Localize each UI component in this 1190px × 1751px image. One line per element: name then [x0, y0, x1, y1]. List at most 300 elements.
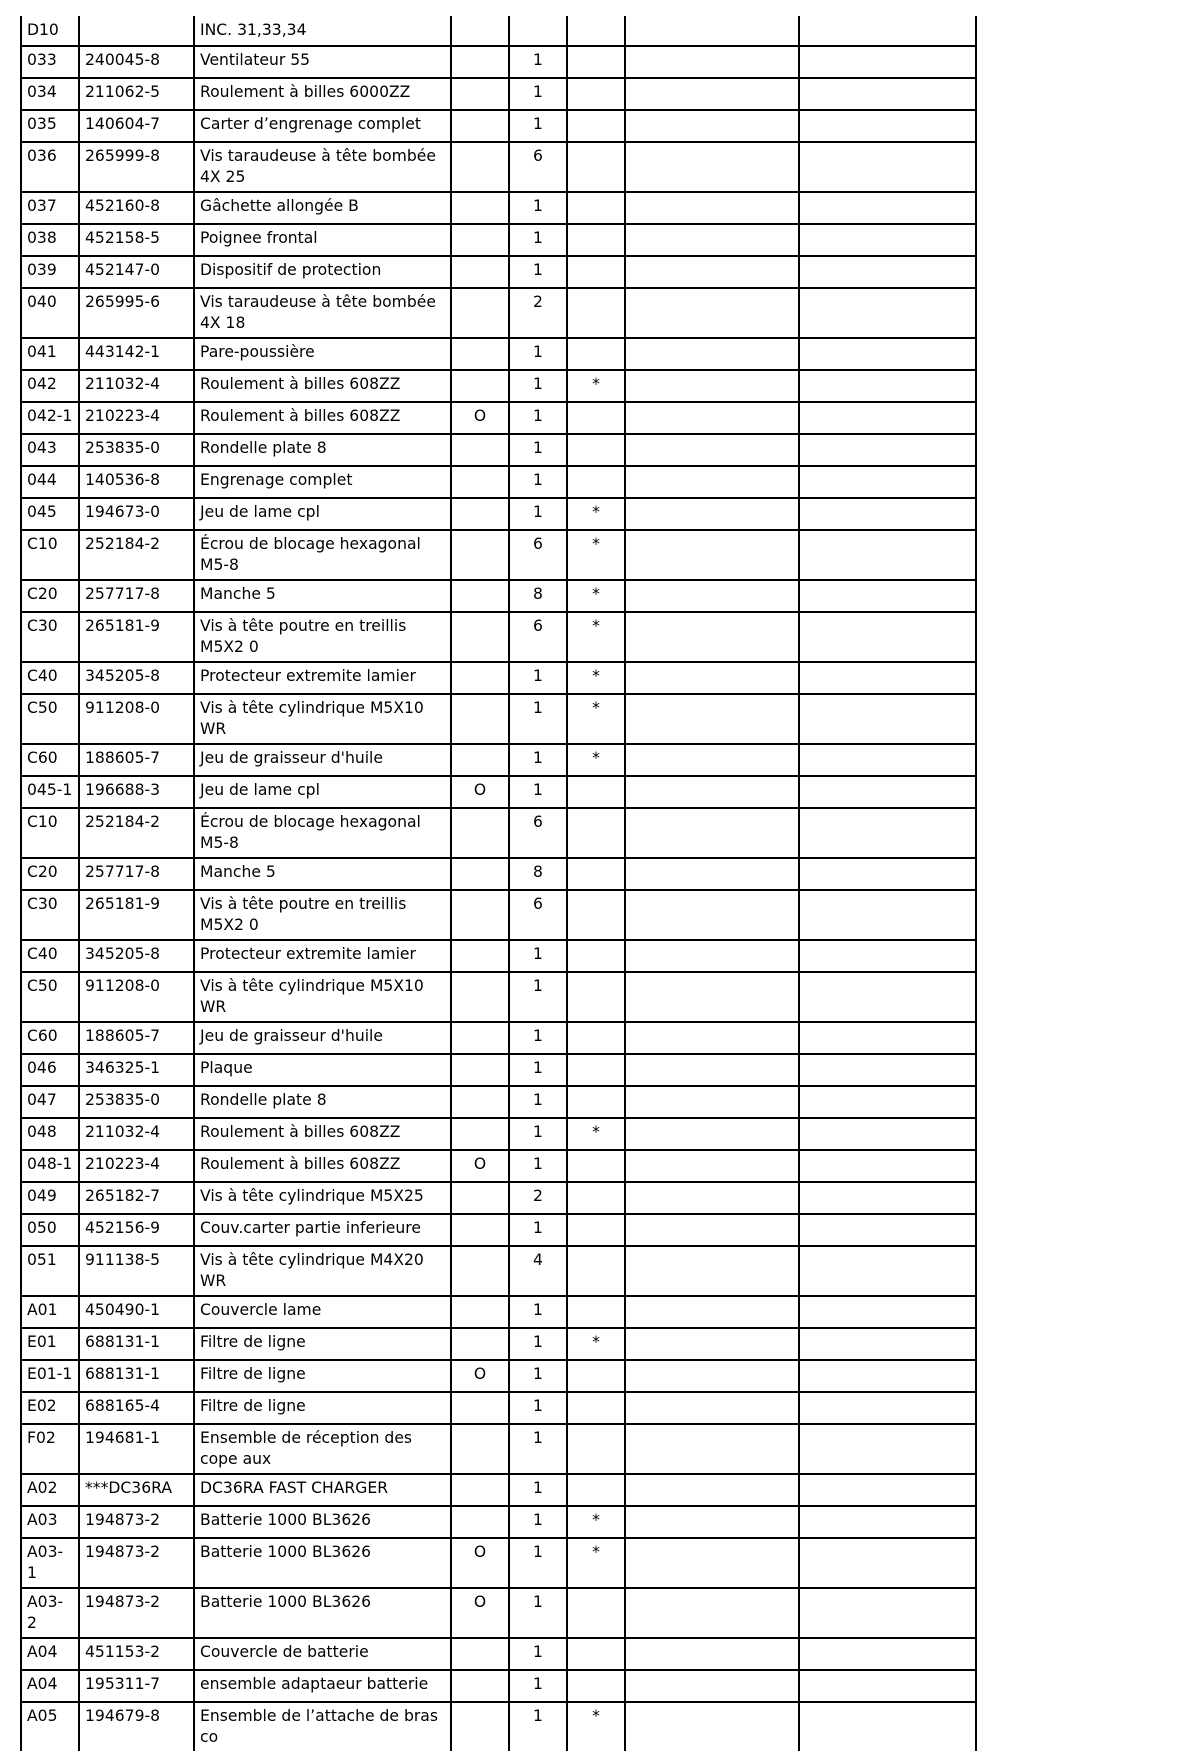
mark-cell — [567, 776, 625, 808]
note-cell — [625, 744, 799, 776]
ref-cell: 036 — [21, 142, 79, 192]
table-row — [21, 1182, 976, 1214]
part-number-cell: 211062-5 — [79, 78, 194, 110]
note-cell — [625, 1022, 799, 1054]
mark-cell — [567, 1182, 625, 1214]
option-cell — [451, 890, 509, 940]
remark-cell — [799, 1214, 976, 1246]
part-number-cell: 265999-8 — [79, 142, 194, 192]
description-cell: Manche 5 — [194, 858, 451, 890]
quantity-cell: 6 — [509, 808, 567, 858]
mark-cell: * — [567, 530, 625, 580]
parts-list-body — [21, 16, 976, 1751]
ref-cell: C30 — [21, 612, 79, 662]
note-cell — [625, 858, 799, 890]
table-row — [21, 192, 976, 224]
ref-cell: 045-1 — [21, 776, 79, 808]
part-number-cell: 452147-0 — [79, 256, 194, 288]
description-cell: Filtre de ligne — [194, 1328, 451, 1360]
mark-cell — [567, 142, 625, 192]
remark-cell — [799, 1588, 976, 1638]
quantity-cell: 1 — [509, 78, 567, 110]
description-cell: Vis à tête cylindrique M5X25 — [194, 1182, 451, 1214]
option-cell: O — [451, 776, 509, 808]
ref-cell: 048-1 — [21, 1150, 79, 1182]
table-row — [21, 1424, 976, 1474]
description-cell: Dispositif de protection — [194, 256, 451, 288]
mark-cell — [567, 466, 625, 498]
remark-cell — [799, 1086, 976, 1118]
mark-cell: * — [567, 1328, 625, 1360]
description-cell: Roulement à billes 608ZZ — [194, 370, 451, 402]
note-cell — [625, 1638, 799, 1670]
table-row — [21, 434, 976, 466]
note-cell — [625, 808, 799, 858]
ref-cell: C40 — [21, 940, 79, 972]
ref-cell: C30 — [21, 890, 79, 940]
remark-cell — [799, 1538, 976, 1588]
remark-cell — [799, 78, 976, 110]
note-cell — [625, 580, 799, 612]
note-cell — [625, 1392, 799, 1424]
ref-cell: 047 — [21, 1086, 79, 1118]
remark-cell — [799, 224, 976, 256]
note-cell — [625, 1150, 799, 1182]
ref-cell: A04 — [21, 1670, 79, 1702]
part-number-cell: 188605-7 — [79, 744, 194, 776]
ref-cell: 033 — [21, 46, 79, 78]
remark-cell — [799, 1054, 976, 1086]
quantity-cell: 1 — [509, 1328, 567, 1360]
quantity-cell: 1 — [509, 1214, 567, 1246]
option-cell — [451, 1214, 509, 1246]
table-row — [21, 402, 976, 434]
description-cell: INC. 31,33,34 — [194, 16, 451, 46]
note-cell — [625, 78, 799, 110]
quantity-cell: 1 — [509, 370, 567, 402]
table-row — [21, 972, 976, 1022]
table-row — [21, 1474, 976, 1506]
ref-cell: 035 — [21, 110, 79, 142]
remark-cell — [799, 1360, 976, 1392]
note-cell — [625, 1702, 799, 1751]
option-cell — [451, 1506, 509, 1538]
note-cell — [625, 256, 799, 288]
remark-cell — [799, 1182, 976, 1214]
quantity-cell: 1 — [509, 1296, 567, 1328]
ref-cell: 041 — [21, 338, 79, 370]
option-cell — [451, 1296, 509, 1328]
option-cell — [451, 530, 509, 580]
mark-cell — [567, 256, 625, 288]
note-cell — [625, 1424, 799, 1474]
quantity-cell: 1 — [509, 256, 567, 288]
description-cell: Vis à tête poutre en treillis M5X2 0 — [194, 612, 451, 662]
table-row — [21, 1702, 976, 1751]
quantity-cell: 1 — [509, 744, 567, 776]
part-number-cell: 452158-5 — [79, 224, 194, 256]
quantity-cell: 6 — [509, 612, 567, 662]
part-number-cell: 452160-8 — [79, 192, 194, 224]
remark-cell — [799, 1328, 976, 1360]
note-cell — [625, 16, 799, 46]
quantity-cell: 6 — [509, 142, 567, 192]
mark-cell — [567, 16, 625, 46]
ref-cell: 051 — [21, 1246, 79, 1296]
part-number-cell: 265181-9 — [79, 890, 194, 940]
table-row — [21, 1506, 976, 1538]
description-cell: Roulement à billes 6000ZZ — [194, 78, 451, 110]
mark-cell — [567, 110, 625, 142]
table-row — [21, 1246, 976, 1296]
option-cell — [451, 370, 509, 402]
note-cell — [625, 192, 799, 224]
ref-cell: 042 — [21, 370, 79, 402]
description-cell: Protecteur extremite lamier — [194, 940, 451, 972]
option-cell — [451, 1246, 509, 1296]
remark-cell — [799, 858, 976, 890]
table-row — [21, 1328, 976, 1360]
mark-cell — [567, 1424, 625, 1474]
remark-cell — [799, 972, 976, 1022]
ref-cell: 038 — [21, 224, 79, 256]
option-cell — [451, 744, 509, 776]
part-number-cell: 253835-0 — [79, 434, 194, 466]
table-row — [21, 1538, 976, 1588]
ref-cell: 037 — [21, 192, 79, 224]
mark-cell — [567, 1086, 625, 1118]
quantity-cell: 1 — [509, 1538, 567, 1588]
table-row — [21, 530, 976, 580]
part-number-cell: 253835-0 — [79, 1086, 194, 1118]
ref-cell: A05 — [21, 1702, 79, 1751]
ref-cell: 034 — [21, 78, 79, 110]
option-cell — [451, 498, 509, 530]
description-cell: Vis taraudeuse à tête bombée 4X 18 — [194, 288, 451, 338]
option-cell — [451, 1474, 509, 1506]
part-number-cell: 688131-1 — [79, 1360, 194, 1392]
description-cell: Jeu de graisseur d'huile — [194, 744, 451, 776]
mark-cell — [567, 1214, 625, 1246]
ref-cell: C50 — [21, 694, 79, 744]
ref-cell: C10 — [21, 808, 79, 858]
ref-cell: 043 — [21, 434, 79, 466]
ref-cell: 045 — [21, 498, 79, 530]
part-number-cell: 211032-4 — [79, 1118, 194, 1150]
part-number-cell: 257717-8 — [79, 580, 194, 612]
ref-cell: C40 — [21, 662, 79, 694]
table-row — [21, 858, 976, 890]
note-cell — [625, 402, 799, 434]
option-cell — [451, 1022, 509, 1054]
part-number-cell: 194673-0 — [79, 498, 194, 530]
mark-cell — [567, 1670, 625, 1702]
note-cell — [625, 1086, 799, 1118]
mark-cell — [567, 1296, 625, 1328]
table-row — [21, 890, 976, 940]
ref-cell: F02 — [21, 1424, 79, 1474]
quantity-cell: 1 — [509, 972, 567, 1022]
remark-cell — [799, 940, 976, 972]
part-number-cell: 911208-0 — [79, 694, 194, 744]
quantity-cell: 1 — [509, 46, 567, 78]
part-number-cell: 140604-7 — [79, 110, 194, 142]
quantity-cell: 1 — [509, 434, 567, 466]
option-cell — [451, 142, 509, 192]
description-cell: Ventilateur 55 — [194, 46, 451, 78]
note-cell — [625, 662, 799, 694]
ref-cell: C20 — [21, 580, 79, 612]
mark-cell — [567, 1392, 625, 1424]
part-number-cell: 257717-8 — [79, 858, 194, 890]
description-cell: Vis à tête cylindrique M5X10 WR — [194, 972, 451, 1022]
remark-cell — [799, 1022, 976, 1054]
option-cell — [451, 940, 509, 972]
option-cell: O — [451, 1360, 509, 1392]
mark-cell — [567, 434, 625, 466]
note-cell — [625, 1246, 799, 1296]
quantity-cell: 1 — [509, 466, 567, 498]
description-cell: Jeu de lame cpl — [194, 776, 451, 808]
remark-cell — [799, 1638, 976, 1670]
remark-cell — [799, 288, 976, 338]
remark-cell — [799, 1670, 976, 1702]
mark-cell — [567, 858, 625, 890]
ref-cell: E02 — [21, 1392, 79, 1424]
ref-cell: 042-1 — [21, 402, 79, 434]
note-cell — [625, 46, 799, 78]
mark-cell — [567, 890, 625, 940]
table-row — [21, 1638, 976, 1670]
option-cell — [451, 1638, 509, 1670]
ref-cell: A02 — [21, 1474, 79, 1506]
note-cell — [625, 110, 799, 142]
mark-cell — [567, 1588, 625, 1638]
table-row — [21, 256, 976, 288]
note-cell — [625, 940, 799, 972]
ref-cell: D10 — [21, 16, 79, 46]
note-cell — [625, 1214, 799, 1246]
mark-cell: * — [567, 694, 625, 744]
remark-cell — [799, 402, 976, 434]
note-cell — [625, 434, 799, 466]
part-number-cell: 345205-8 — [79, 662, 194, 694]
quantity-cell: 1 — [509, 338, 567, 370]
note-cell — [625, 142, 799, 192]
description-cell: Gâchette allongée B — [194, 192, 451, 224]
option-cell — [451, 1182, 509, 1214]
quantity-cell: 1 — [509, 224, 567, 256]
remark-cell — [799, 808, 976, 858]
mark-cell — [567, 1054, 625, 1086]
part-number-cell: 188605-7 — [79, 1022, 194, 1054]
table-row — [21, 1150, 976, 1182]
description-cell: Vis taraudeuse à tête bombée 4X 25 — [194, 142, 451, 192]
mark-cell — [567, 1246, 625, 1296]
quantity-cell: 1 — [509, 662, 567, 694]
part-number-cell: 194873-2 — [79, 1538, 194, 1588]
remark-cell — [799, 110, 976, 142]
quantity-cell: 4 — [509, 1246, 567, 1296]
quantity-cell: 1 — [509, 776, 567, 808]
part-number-cell: 451153-2 — [79, 1638, 194, 1670]
option-cell — [451, 1424, 509, 1474]
note-cell — [625, 1670, 799, 1702]
part-number-cell: 265181-9 — [79, 612, 194, 662]
part-number-cell: 211032-4 — [79, 370, 194, 402]
ref-cell: C10 — [21, 530, 79, 580]
part-number-cell — [79, 16, 194, 46]
note-cell — [625, 612, 799, 662]
option-cell — [451, 466, 509, 498]
remark-cell — [799, 370, 976, 402]
ref-cell: 048 — [21, 1118, 79, 1150]
option-cell — [451, 1054, 509, 1086]
table-row — [21, 1022, 976, 1054]
description-cell: Roulement à billes 608ZZ — [194, 402, 451, 434]
option-cell: O — [451, 402, 509, 434]
part-number-cell: 265182-7 — [79, 1182, 194, 1214]
description-cell: Batterie 1000 BL3626 — [194, 1506, 451, 1538]
option-cell — [451, 1392, 509, 1424]
table-row — [21, 16, 976, 46]
option-cell — [451, 580, 509, 612]
parts-list-table — [20, 16, 977, 1751]
remark-cell — [799, 1246, 976, 1296]
part-number-cell: 195311-7 — [79, 1670, 194, 1702]
remark-cell — [799, 580, 976, 612]
mark-cell: * — [567, 1118, 625, 1150]
part-number-cell: 345205-8 — [79, 940, 194, 972]
remark-cell — [799, 1296, 976, 1328]
option-cell — [451, 338, 509, 370]
ref-cell: 049 — [21, 1182, 79, 1214]
remark-cell — [799, 612, 976, 662]
option-cell — [451, 612, 509, 662]
mark-cell: * — [567, 744, 625, 776]
quantity-cell: 2 — [509, 288, 567, 338]
table-row — [21, 662, 976, 694]
remark-cell — [799, 192, 976, 224]
mark-cell: * — [567, 1538, 625, 1588]
mark-cell — [567, 78, 625, 110]
option-cell — [451, 110, 509, 142]
mark-cell: * — [567, 370, 625, 402]
description-cell: Protecteur extremite lamier — [194, 662, 451, 694]
ref-cell: C60 — [21, 744, 79, 776]
table-row — [21, 940, 976, 972]
quantity-cell: 1 — [509, 1150, 567, 1182]
description-cell: Couvercle lame — [194, 1296, 451, 1328]
remark-cell — [799, 890, 976, 940]
ref-cell: A03-1 — [21, 1538, 79, 1588]
table-row — [21, 1670, 976, 1702]
note-cell — [625, 972, 799, 1022]
option-cell — [451, 1702, 509, 1751]
note-cell — [625, 338, 799, 370]
remark-cell — [799, 1424, 976, 1474]
ref-cell: C50 — [21, 972, 79, 1022]
remark-cell — [799, 498, 976, 530]
mark-cell — [567, 1360, 625, 1392]
option-cell — [451, 808, 509, 858]
mark-cell — [567, 338, 625, 370]
note-cell — [625, 466, 799, 498]
part-number-cell: 252184-2 — [79, 530, 194, 580]
part-number-cell: 194679-8 — [79, 1702, 194, 1751]
option-cell — [451, 1118, 509, 1150]
part-number-cell: 194873-2 — [79, 1506, 194, 1538]
option-cell — [451, 192, 509, 224]
option-cell — [451, 46, 509, 78]
remark-cell — [799, 1506, 976, 1538]
description-cell: Roulement à billes 608ZZ — [194, 1150, 451, 1182]
table-row — [21, 744, 976, 776]
ref-cell: C20 — [21, 858, 79, 890]
mark-cell — [567, 402, 625, 434]
quantity-cell: 1 — [509, 940, 567, 972]
ref-cell: A03-2 — [21, 1588, 79, 1638]
description-cell: Pare-poussière — [194, 338, 451, 370]
option-cell — [451, 224, 509, 256]
part-number-cell: 346325-1 — [79, 1054, 194, 1086]
option-cell — [451, 288, 509, 338]
table-row — [21, 370, 976, 402]
description-cell: Manche 5 — [194, 580, 451, 612]
description-cell: Roulement à billes 608ZZ — [194, 1118, 451, 1150]
mark-cell: * — [567, 1506, 625, 1538]
part-number-cell: 911138-5 — [79, 1246, 194, 1296]
remark-cell — [799, 1392, 976, 1424]
table-row — [21, 466, 976, 498]
note-cell — [625, 1296, 799, 1328]
note-cell — [625, 1360, 799, 1392]
description-cell: Ensemble de réception des cope aux — [194, 1424, 451, 1474]
ref-cell: 044 — [21, 466, 79, 498]
table-row — [21, 612, 976, 662]
quantity-cell — [509, 16, 567, 46]
quantity-cell: 1 — [509, 1670, 567, 1702]
table-row — [21, 1392, 976, 1424]
note-cell — [625, 1118, 799, 1150]
remark-cell — [799, 530, 976, 580]
description-cell: Couvercle de batterie — [194, 1638, 451, 1670]
note-cell — [625, 1054, 799, 1086]
option-cell — [451, 662, 509, 694]
remark-cell — [799, 466, 976, 498]
ref-cell: 039 — [21, 256, 79, 288]
quantity-cell: 1 — [509, 110, 567, 142]
note-cell — [625, 1328, 799, 1360]
table-row — [21, 1086, 976, 1118]
part-number-cell: 443142-1 — [79, 338, 194, 370]
remark-cell — [799, 46, 976, 78]
note-cell — [625, 498, 799, 530]
part-number-cell: ***DC36RA — [79, 1474, 194, 1506]
table-row — [21, 46, 976, 78]
mark-cell: * — [567, 1702, 625, 1751]
quantity-cell: 1 — [509, 402, 567, 434]
table-row — [21, 1214, 976, 1246]
part-number-cell: 194873-2 — [79, 1588, 194, 1638]
quantity-cell: 1 — [509, 1392, 567, 1424]
description-cell: DC36RA FAST CHARGER — [194, 1474, 451, 1506]
mark-cell — [567, 972, 625, 1022]
mark-cell — [567, 1022, 625, 1054]
quantity-cell: 1 — [509, 694, 567, 744]
option-cell — [451, 694, 509, 744]
description-cell: Ensemble de l’attache de bras co — [194, 1702, 451, 1751]
